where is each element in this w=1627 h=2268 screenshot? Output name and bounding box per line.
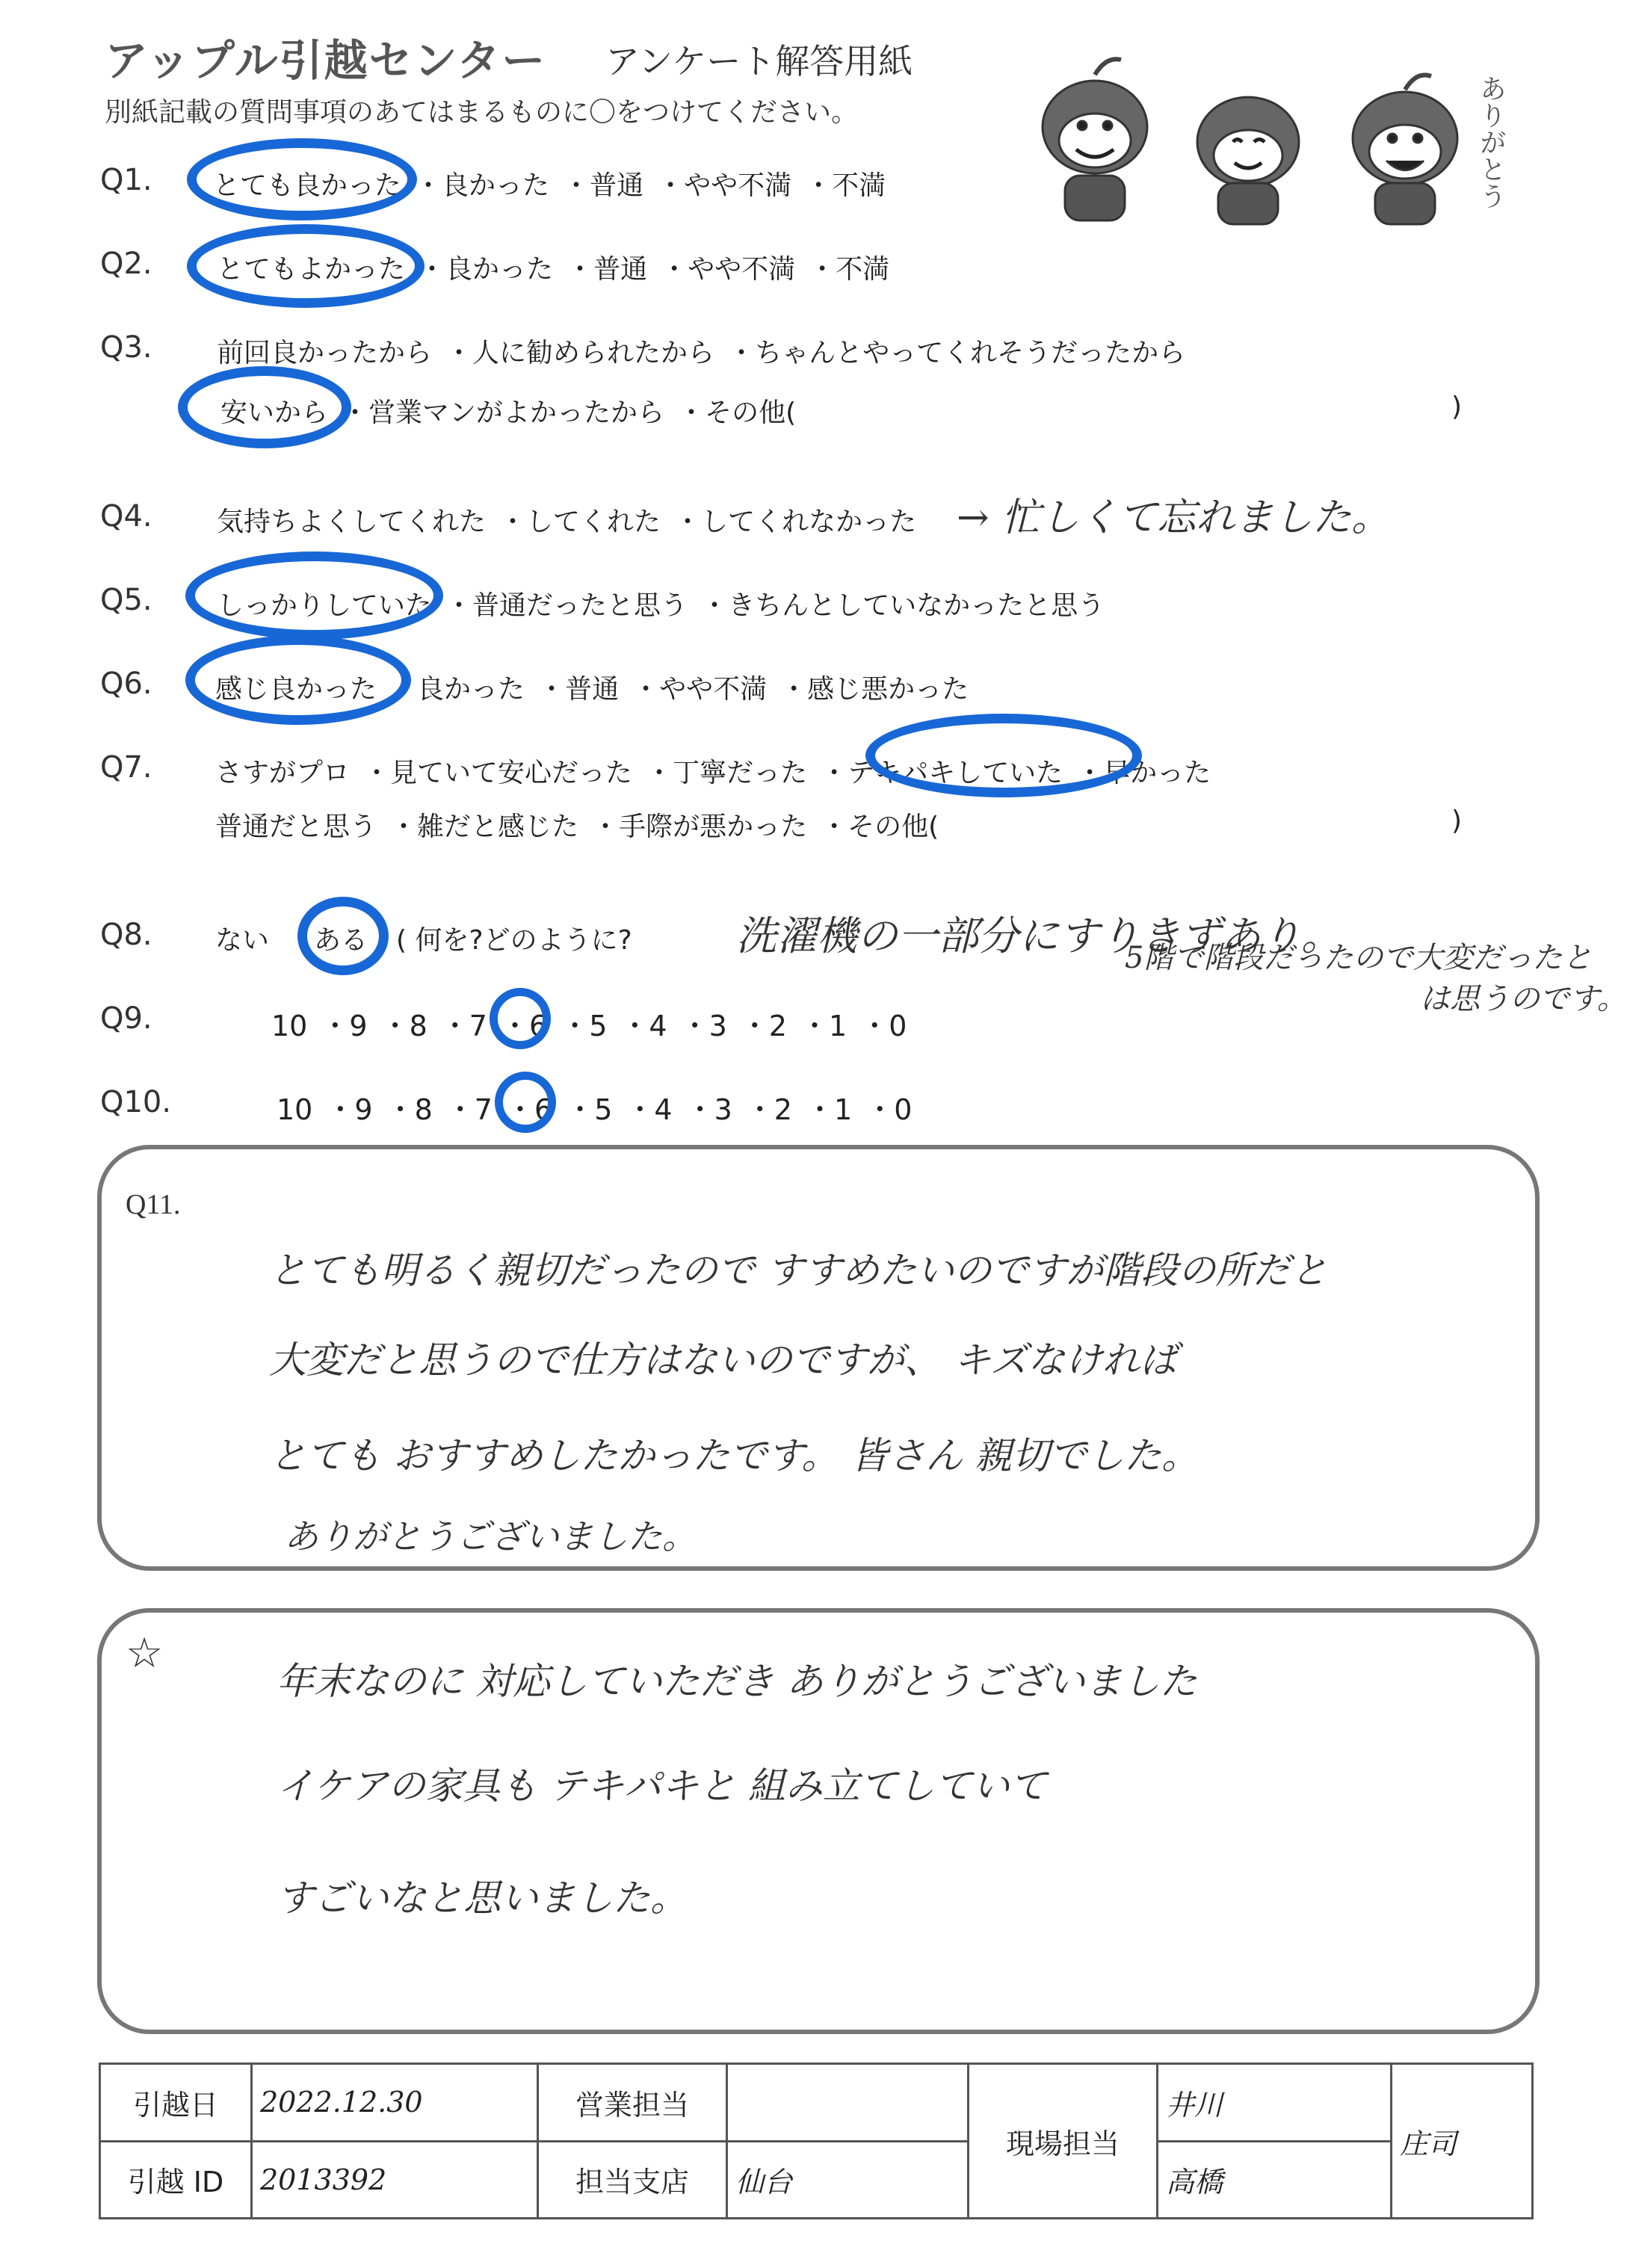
move-id-label: 引越 ID [100, 2141, 252, 2219]
q3-label: Q3. [100, 330, 152, 365]
q10-score-2[interactable]: 2 [774, 1093, 792, 1126]
q10-answer-circle [495, 1072, 556, 1133]
instructions: 別紙記載の質問事項のあてはまるものに〇をつけてください。 [105, 97, 859, 128]
monkey-icon-3 [1353, 75, 1457, 224]
q1-answer-circle [187, 138, 417, 220]
q9-score-9[interactable]: 9 [349, 1010, 368, 1042]
q4-options: 気持ちよくしてくれた ・してくれた ・してくれなかった [217, 507, 917, 537]
q2-label: Q2. [100, 247, 152, 281]
q8-option-1[interactable]: ない [215, 925, 270, 956]
q5-answer-circle [185, 551, 443, 640]
q9-score-2[interactable]: 2 [768, 1010, 787, 1042]
q11-comment-line-2: 大変だと思うので仕方はないのですが、 キズなければ [269, 1338, 1177, 1382]
q3-option-6[interactable]: その他( [705, 398, 797, 428]
q2-options: とてもよかった ・良かった ・普通 ・やや不満 ・不満 [217, 254, 890, 285]
staff-info-table [99, 2062, 1534, 2219]
q9-score-7[interactable]: 7 [469, 1010, 487, 1042]
q10-label: Q10. [100, 1085, 172, 1119]
q8-handwritten-answer-1: 洗濯機の一部分にすりきずあり。 [736, 912, 1342, 960]
q5-option-3[interactable]: きちんとしていなかったと思う [728, 590, 1105, 621]
q5-options: しっかりしていた ・普通だったと思う ・きちんとしていなかったと思う [217, 590, 1105, 621]
q9-scale: 10 ・9 ・8 ・7 ・6 ・5 ・4 ・3 ・2 ・1 ・0 [271, 1010, 907, 1042]
sales-staff-value [727, 2064, 969, 2142]
q1-label: Q1. [100, 163, 152, 197]
q9-score-4[interactable]: 4 [649, 1010, 667, 1042]
mascot-caption: ありがとう [1475, 75, 1507, 209]
branch-label: 担当支店 [538, 2141, 727, 2219]
q7-option-1[interactable]: さすがプロ [215, 758, 351, 788]
form-subtitle: アンケート解答用紙 [605, 41, 913, 81]
q11-comment-line-1: とても明るく親切だったので すすめたいのですが階段の所だと [269, 1249, 1328, 1292]
q2-option-4[interactable]: やや不満 [688, 254, 796, 285]
q6-option-5[interactable]: 感じ悪かった [807, 674, 969, 705]
move-id-value: 2013392 [252, 2141, 538, 2219]
q3-option-2[interactable]: 人に勧められたから [472, 338, 715, 368]
q4-label: Q4. [100, 499, 152, 534]
q7-option-8[interactable]: 手際が悪かった [619, 812, 808, 842]
q1-option-4[interactable]: やや不満 [684, 170, 792, 201]
q7-option-3[interactable]: 丁寧だった [673, 758, 808, 788]
move-date-label: 引越日 [100, 2064, 252, 2142]
q6-option-2[interactable]: 良かった [417, 674, 525, 705]
q7-paren-close: ) [1451, 806, 1463, 836]
q7-option-9[interactable]: その他( [848, 812, 939, 842]
q5-option-2[interactable]: 普通だったと思う [472, 590, 688, 621]
q1-option-1[interactable]: とても良かった [213, 170, 402, 201]
q3-option-3[interactable]: ちゃんとやってくれそうだったから [755, 338, 1186, 368]
q7-option-2[interactable]: 見ていて安心だった [390, 758, 633, 788]
q7-option-5[interactable]: 早かった [1103, 758, 1211, 788]
q5-option-1[interactable]: しっかりしていた [217, 590, 433, 621]
q4-handwritten-answer: → 忙しくて忘れました。 [957, 495, 1391, 540]
q6-option-3[interactable]: 普通 [565, 674, 620, 705]
q3-option-4[interactable]: 安いから [220, 398, 329, 428]
site-staff-3: 高橋 [1158, 2141, 1392, 2219]
q8-label: Q8. [100, 918, 152, 952]
q3-paren-close: ) [1451, 392, 1463, 422]
star-icon: ☆ [126, 1631, 164, 1677]
q9-score-5[interactable]: 5 [589, 1010, 608, 1042]
q9-score-3[interactable]: 3 [708, 1010, 727, 1042]
q7-option-6[interactable]: 普通だと思う [215, 812, 377, 842]
star-comment-line-2: イケアの家具も テキパキと 組み立てしていて [277, 1764, 1047, 1808]
q6-option-4[interactable]: やや不満 [659, 674, 768, 705]
q4-option-2[interactable]: してくれた [526, 507, 661, 537]
q11-comment-line-4: ありがとうございました。 [284, 1516, 697, 1557]
q3-options-line1: 前回良かったから ・人に勧められたから ・ちゃんとやってくれそうだったから [217, 338, 1186, 368]
q10-score-3[interactable]: 3 [714, 1093, 732, 1126]
q10-score-9[interactable]: 9 [354, 1093, 373, 1126]
q3-option-5[interactable]: 営業マンがよかったから [368, 398, 665, 428]
q10-score-0[interactable]: 0 [894, 1093, 913, 1126]
q5-label: Q5. [100, 583, 152, 617]
mascot-illustration [1024, 30, 1517, 232]
site-staff-label: 現場担当 [969, 2064, 1158, 2219]
q11-label: Q11. [126, 1189, 181, 1220]
company-name: アップル引越センター [105, 35, 547, 86]
q3-answer-circle [178, 366, 351, 448]
q1-options: とても良かった ・良かった ・普通 ・やや不満 ・不満 [213, 170, 886, 201]
q6-options: 感じ良かった ・良かった ・普通 ・やや不満 ・感じ悪かった [215, 674, 969, 705]
q8-handwritten-answer-3: は思うのです。 [1420, 982, 1627, 1016]
q8-handwritten-answer-2: 5階で階段だったので大変だったと [1125, 941, 1593, 975]
q6-option-1[interactable]: 感じ良かった [215, 674, 377, 705]
q8-option-2[interactable]: ある [314, 925, 368, 956]
q2-answer-circle [187, 224, 424, 308]
q7-options-line2: 普通だと思う ・雑だと感じた ・手際が悪かった ・その他( [215, 812, 939, 842]
q3-option-1[interactable]: 前回良かったから [217, 338, 433, 368]
q2-option-3[interactable]: 普通 [593, 254, 648, 285]
q9-label: Q9. [100, 1001, 152, 1036]
q7-option-7[interactable]: 雑だと感じた [417, 812, 579, 842]
q6-answer-circle [185, 635, 411, 725]
q10-score-8[interactable]: 8 [414, 1093, 433, 1126]
q10-score-10[interactable]: 10 [277, 1093, 313, 1126]
q2-option-1[interactable]: とてもよかった [217, 254, 406, 285]
site-staff-2: 庄司 [1392, 2064, 1533, 2219]
q11-comment-line-3: とても おすすめしたかったです。 皆さん 親切でした。 [269, 1434, 1200, 1477]
q10-scale: 10 ・9 ・8 ・7 ・6 ・5 ・4 ・3 ・2 ・1 ・0 [277, 1093, 913, 1126]
q1-option-5[interactable]: 不満 [832, 170, 886, 201]
q4-option-3[interactable]: してくれなかった [701, 507, 917, 537]
q8-prompt: ( 何を?どのように? [396, 925, 632, 956]
q10-score-4[interactable]: 4 [654, 1093, 673, 1126]
branch-value: 仙台 [727, 2141, 969, 2219]
monkey-icon-1 [1043, 59, 1147, 220]
q9-score-8[interactable]: 8 [409, 1010, 427, 1042]
q7-options-line1: さすがプロ ・見ていて安心だった ・丁寧だった ・テキパキしていた ・早かった [215, 758, 1211, 788]
q10-score-5[interactable]: 5 [594, 1093, 613, 1126]
star-comment-line-1: 年末なのに 対応していただき ありがとうございました [277, 1660, 1197, 1703]
q10-score-1[interactable]: 1 [834, 1093, 853, 1126]
q6-label: Q6. [100, 667, 152, 701]
star-comment-line-3: すごいなと思いました。 [277, 1876, 688, 1920]
q9-score-10[interactable]: 10 [271, 1010, 308, 1042]
move-date-value: 2022.12.30 [252, 2064, 538, 2142]
q7-label: Q7. [100, 750, 152, 785]
q9-score-0[interactable]: 0 [889, 1010, 907, 1042]
q10-score-6[interactable]: 6 [534, 1093, 553, 1126]
q3-options-line2: 安いから ・営業マンがよかったから ・その他( [220, 398, 797, 428]
monkey-icon-2 [1197, 97, 1299, 224]
q7-answer-circle [865, 714, 1142, 797]
q7-option-4[interactable]: テキパキしていた [848, 758, 1063, 788]
q8-answer-circle [297, 897, 389, 975]
q4-option-1[interactable]: 気持ちよくしてくれた [217, 507, 487, 537]
q9-answer-circle [490, 988, 551, 1049]
q10-score-7[interactable]: 7 [474, 1093, 493, 1126]
site-staff-1: 井川 [1158, 2064, 1392, 2142]
q1-option-3[interactable]: 普通 [590, 170, 644, 201]
q9-score-6[interactable]: 6 [528, 1010, 548, 1042]
q1-option-2[interactable]: 良かった [442, 170, 550, 201]
q2-option-5[interactable]: 不満 [836, 254, 890, 285]
q9-score-1[interactable]: 1 [829, 1010, 848, 1042]
sales-staff-label: 営業担当 [538, 2064, 727, 2142]
q2-option-2[interactable]: 良かった [445, 254, 554, 285]
